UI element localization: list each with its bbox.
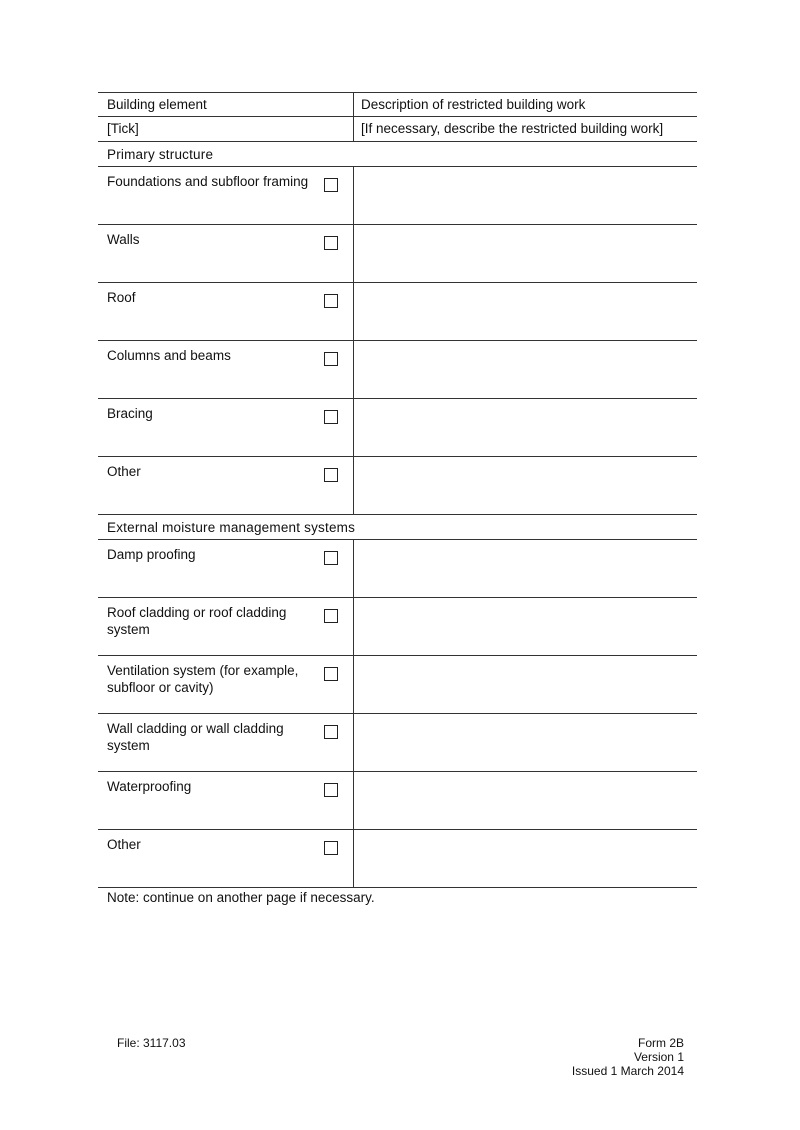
continuation-note: Note: continue on another page if necessary. [107,890,375,905]
description-field[interactable] [354,457,697,514]
issue-date: Issued 1 March 2014 [571,1064,684,1078]
tick-checkbox[interactable] [324,783,338,797]
tick-checkbox[interactable] [324,410,338,424]
tick-checkbox[interactable] [324,352,338,366]
subheader-row [98,117,697,142]
tick-instruction: [Tick] [98,117,354,141]
description-field[interactable] [354,598,697,655]
element-label: Wall cladding or wall cladding system [107,721,284,753]
element-label: Walls [107,232,140,247]
element-label: Waterproofing [107,779,192,794]
tick-checkbox[interactable] [324,236,338,250]
tick-checkbox[interactable] [324,609,338,623]
tick-checkbox[interactable] [324,294,338,308]
element-label: Ventilation system (for example, subfloor or cavity) [107,663,299,695]
description-field[interactable] [354,399,697,456]
description-field[interactable] [354,341,697,398]
element-label: Damp proofing [107,547,196,562]
table-row [98,540,697,598]
element-label: Foundations and subfloor framing [107,174,309,189]
column-header-description: Description of restricted building work [361,97,586,112]
form-info [572,1036,684,1078]
table-row [98,283,697,341]
form-version: Version 1 [633,1050,684,1064]
tick-checkbox[interactable] [324,468,338,482]
tick-checkbox[interactable] [324,551,338,565]
describe-instruction: [If necessary, describe the restricted building work] [361,121,664,136]
element-label: Other [107,837,141,852]
description-field[interactable] [354,830,697,887]
tick-checkbox[interactable] [324,841,338,855]
table-row [98,457,697,515]
form-number: Form 2B [637,1036,684,1050]
description-field[interactable] [354,656,697,713]
section-title-external-moisture: External moisture management systems [98,515,697,540]
tick-checkbox[interactable] [324,178,338,192]
table-row [98,225,697,283]
header-row [98,92,697,117]
element-label: Columns and beams [107,348,231,363]
column-header-building-element: Building element [98,93,354,116]
description-field[interactable] [354,772,697,829]
description-field[interactable] [354,283,697,340]
description-field[interactable] [354,225,697,282]
restricted-building-work-table [98,92,697,888]
element-label: Bracing [107,406,153,421]
table-row [98,714,697,772]
element-label: Roof cladding or roof cladding system [107,605,287,637]
description-field[interactable] [354,540,697,597]
file-reference: File: 3117.03 [117,1036,186,1050]
element-label: Other [107,464,141,479]
tick-checkbox[interactable] [324,725,338,739]
tick-checkbox[interactable] [324,667,338,681]
table-row [98,167,697,225]
description-field[interactable] [354,167,697,224]
table-row [98,399,697,457]
section-title-primary-structure: Primary structure [98,142,697,167]
table-row [98,656,697,714]
table-row [98,341,697,399]
table-row [98,830,697,888]
element-label: Roof [107,290,136,305]
table-row [98,772,697,830]
description-field[interactable] [354,714,697,771]
table-row [98,598,697,656]
